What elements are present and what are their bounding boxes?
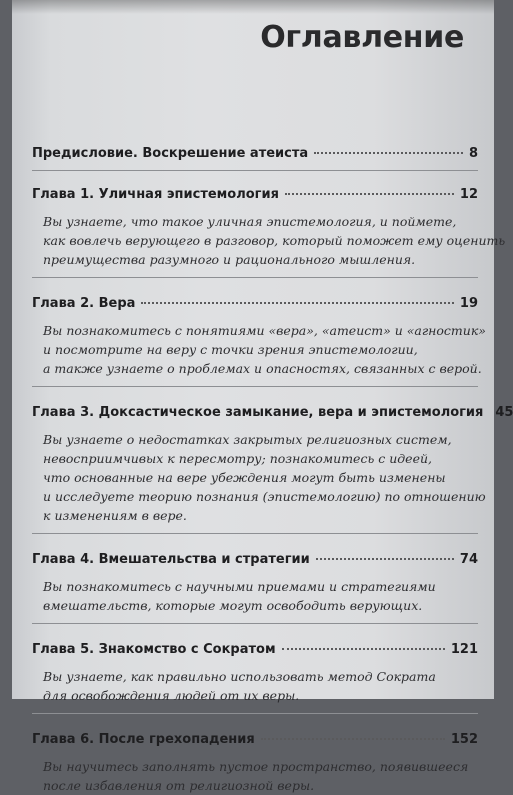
entry-divider bbox=[32, 386, 478, 387]
toc-entry-chapter-6[interactable] bbox=[32, 732, 478, 795]
toc-entry-title: Предисловие. Воскрешение атеиста bbox=[32, 146, 309, 161]
description-line: а также узнаете о проблемах и опасностях, связанных с верой. bbox=[43, 361, 482, 376]
entry-divider bbox=[32, 713, 478, 714]
description-line: вмешательств, которые могут освободить верующих. bbox=[43, 598, 423, 613]
toc-page-number: 8 bbox=[468, 146, 478, 161]
toc-entry-description bbox=[43, 757, 478, 795]
toc-entry-chapter-2[interactable] bbox=[32, 296, 486, 387]
entry-divider bbox=[32, 623, 478, 624]
dot-leader bbox=[316, 558, 454, 560]
toc-entry-chapter-1[interactable] bbox=[32, 187, 506, 278]
description-line: преимущества разумного и рационального мышления. bbox=[43, 252, 416, 267]
description-line: невосприимчивых к пересмотру; познакомитесь с идеей, bbox=[43, 451, 433, 466]
toc-entry-title: Глава 5. Знакомство с Сократом bbox=[32, 642, 276, 657]
toc-entry-description bbox=[43, 577, 478, 615]
toc-entry-chapter-4[interactable] bbox=[32, 552, 478, 624]
entry-divider bbox=[32, 277, 478, 278]
dot-leader bbox=[285, 193, 454, 195]
description-line: к изменениям в вере. bbox=[43, 508, 187, 523]
description-line: после избавления от религиозной веры. bbox=[43, 778, 315, 793]
toc-page-number: 121 bbox=[450, 642, 478, 657]
toc-entry-title: Глава 1. Уличная эпистемология bbox=[32, 187, 279, 202]
description-line: Вы узнаете о недостатках закрытых религиозных систем, bbox=[43, 432, 452, 447]
description-line: Вы познакомитесь с научными приемами и стратегиями bbox=[43, 579, 436, 594]
toc-entry-description bbox=[43, 212, 506, 269]
dot-leader bbox=[261, 738, 445, 740]
dot-leader bbox=[141, 302, 453, 304]
description-line: Вы познакомитесь с понятиями «вера», «атеист» и «агностик» bbox=[43, 323, 486, 338]
entry-divider bbox=[32, 170, 478, 171]
description-line: Вы узнаете, как правильно использовать метод Сократа bbox=[43, 669, 436, 684]
toc-page-number: 152 bbox=[450, 732, 478, 747]
page-title: Оглавление bbox=[260, 20, 464, 55]
toc-entry-description bbox=[43, 430, 486, 525]
toc-entry-description bbox=[43, 667, 478, 705]
toc-entry-title: Глава 4. Вмешательства и стратегии bbox=[32, 552, 310, 567]
toc-page-number: 74 bbox=[459, 552, 478, 567]
description-line: для освобождения людей от их веры. bbox=[43, 688, 300, 703]
description-line: и исследуете теорию познания (эпистемологию) по отношению bbox=[43, 489, 486, 504]
description-line: что основанные на вере убеждения могут быть изменены bbox=[43, 470, 446, 485]
page-shadow bbox=[12, 0, 494, 14]
toc-entry-preface[interactable] bbox=[32, 146, 478, 171]
description-line: и посмотрите на веру с точки зрения эпистемологии, bbox=[43, 342, 418, 357]
toc-entry-title: Глава 3. Доксастическое замыкание, вера и эпистемология bbox=[32, 405, 484, 420]
description-line: Вы узнаете, что такое уличная эпистемология, и поймете, bbox=[43, 214, 457, 229]
book-page bbox=[12, 0, 513, 793]
description-line: Вы научитесь заполнять пустое пространство, появившееся bbox=[43, 759, 469, 774]
toc-page-number: 45 bbox=[495, 405, 513, 420]
table-of-contents bbox=[32, 146, 513, 795]
toc-entry-title: Глава 6. После грехопадения bbox=[32, 732, 255, 747]
dot-leader bbox=[314, 152, 463, 154]
dot-leader bbox=[282, 648, 445, 650]
description-line: как вовлечь верующего в разговор, который поможет ему оценить bbox=[43, 233, 506, 248]
toc-entry-title: Глава 2. Вера bbox=[32, 296, 136, 311]
toc-page-number: 19 bbox=[459, 296, 478, 311]
toc-entry-chapter-5[interactable] bbox=[32, 642, 478, 714]
toc-entry-chapter-3[interactable] bbox=[32, 405, 513, 534]
entry-divider bbox=[32, 533, 478, 534]
toc-entry-description bbox=[43, 321, 486, 378]
toc-page-number: 12 bbox=[459, 187, 478, 202]
